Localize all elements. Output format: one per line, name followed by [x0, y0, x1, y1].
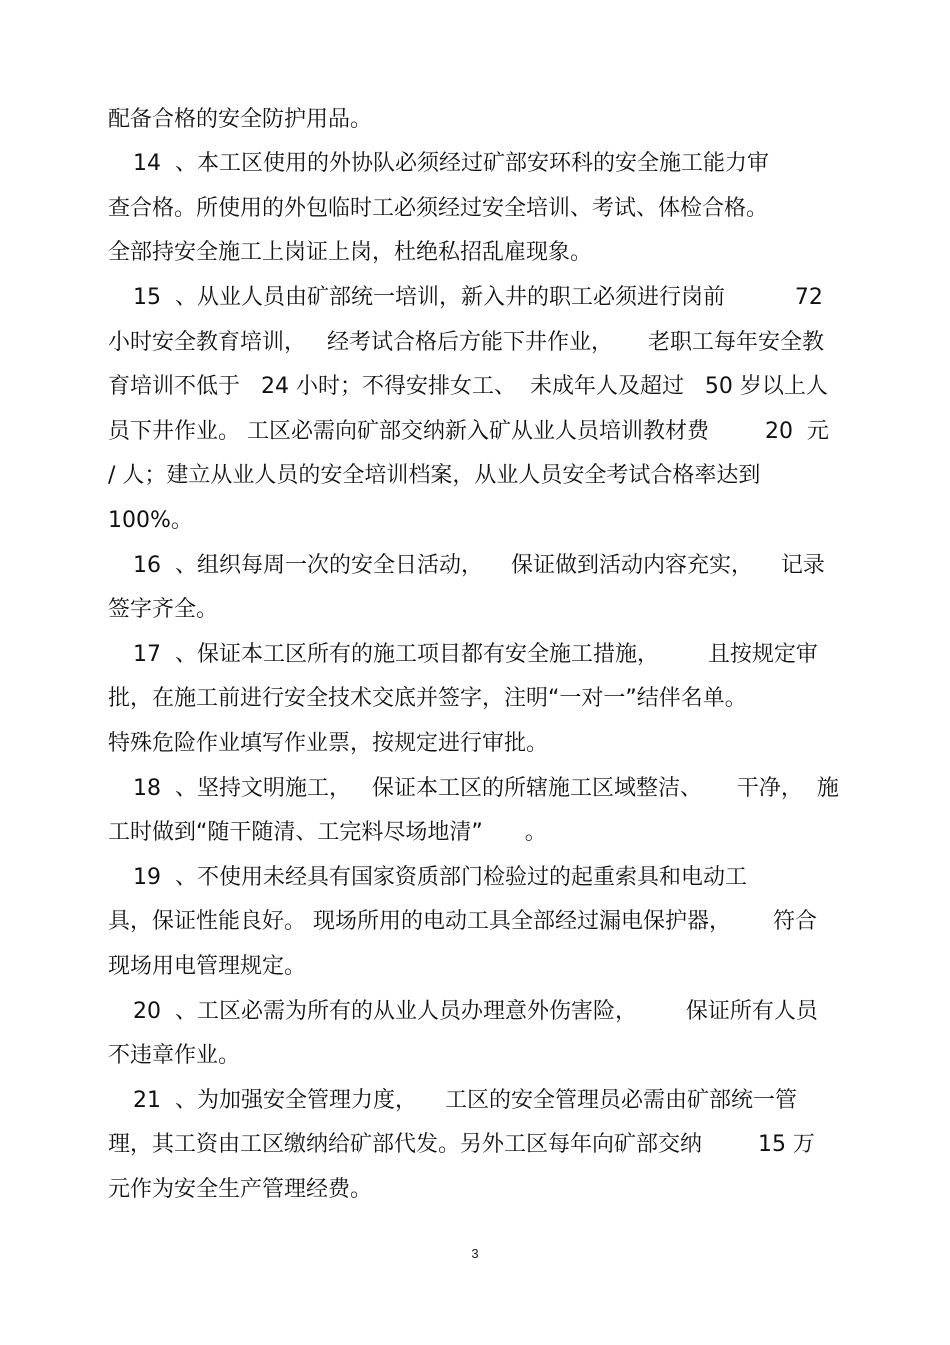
text-line: 具，保证性能良好。 现场所用的电动工具全部经过漏电保护器， 符合 [108, 909, 817, 934]
text-line: 16 、组织每周一次的安全日活动， 保证做到活动内容充实， 记录 [133, 553, 825, 578]
text-line: 15 、从业人员由矿部统一培训，新入井的职工必须进行岗前 72 [133, 285, 823, 310]
text-line: 现场用电管理规定。 [108, 954, 307, 979]
text-line: 18 、坚持文明施工， 保证本工区的所辖施工区域整洁、 干净， 施 [133, 776, 839, 801]
text-line: 不违章作业。 [108, 1043, 241, 1068]
text-line: 100%。 [108, 508, 193, 533]
text-line: 特殊危险作业填写作业票，按规定进行审批。 [108, 731, 549, 756]
text-line: 配备合格的安全防护用品。 [108, 107, 373, 132]
text-line: 元作为安全生产管理经费。 [108, 1177, 373, 1202]
text-line: 批，在施工前进行安全技术交底并签字，注明“一对一”结伴名单。 [108, 686, 747, 711]
text-line: / 人；建立从业人员的安全培训档案，从业人员安全考试合格率达到 [108, 463, 761, 488]
text-line: 签字齐全。 [108, 597, 219, 622]
text-line: 19 、不使用未经具有国家资质部门检验过的起重索具和电动工 [133, 865, 747, 890]
text-line: 全部持安全施工上岗证上岗，杜绝私招乱雇现象。 [108, 240, 593, 265]
text-line: 14 、本工区使用的外协队必须经过矿部安环科的安全施工能力审 [133, 151, 769, 176]
text-line: 21 、为加强安全管理力度， 工区的安全管理员必需由矿部统一管 [133, 1088, 797, 1113]
text-line: 17 、保证本工区所有的施工项目都有安全施工措施， 且按规定审 [133, 642, 818, 667]
text-line: 查合格。所使用的外包临时工必须经过安全培训、考试、体检合格。 [108, 196, 769, 221]
text-line: 小时安全教育培训， 经考试合格后方能下井作业， 老职工每年安全教 [108, 330, 824, 355]
text-line: 理，其工资由工区缴纳给矿部代发。另外工区每年向矿部交纳 15 万 [108, 1132, 815, 1157]
text-line: 员下井作业。 工区必需向矿部交纳新入矿从业人员培训教材费 20 元 [108, 419, 829, 444]
text-line: 20 、工区必需为所有的从业人员办理意外伤害险， 保证所有人员 [133, 999, 818, 1024]
page-number: 3 [471, 1246, 479, 1261]
text-line: 育培训不低于 24 小时；不得安排女工、 未成年人及超过 50 岁以上人 [108, 374, 828, 399]
text-line: 工时做到“随干随清、工完料尽场地清” 。 [108, 820, 547, 845]
